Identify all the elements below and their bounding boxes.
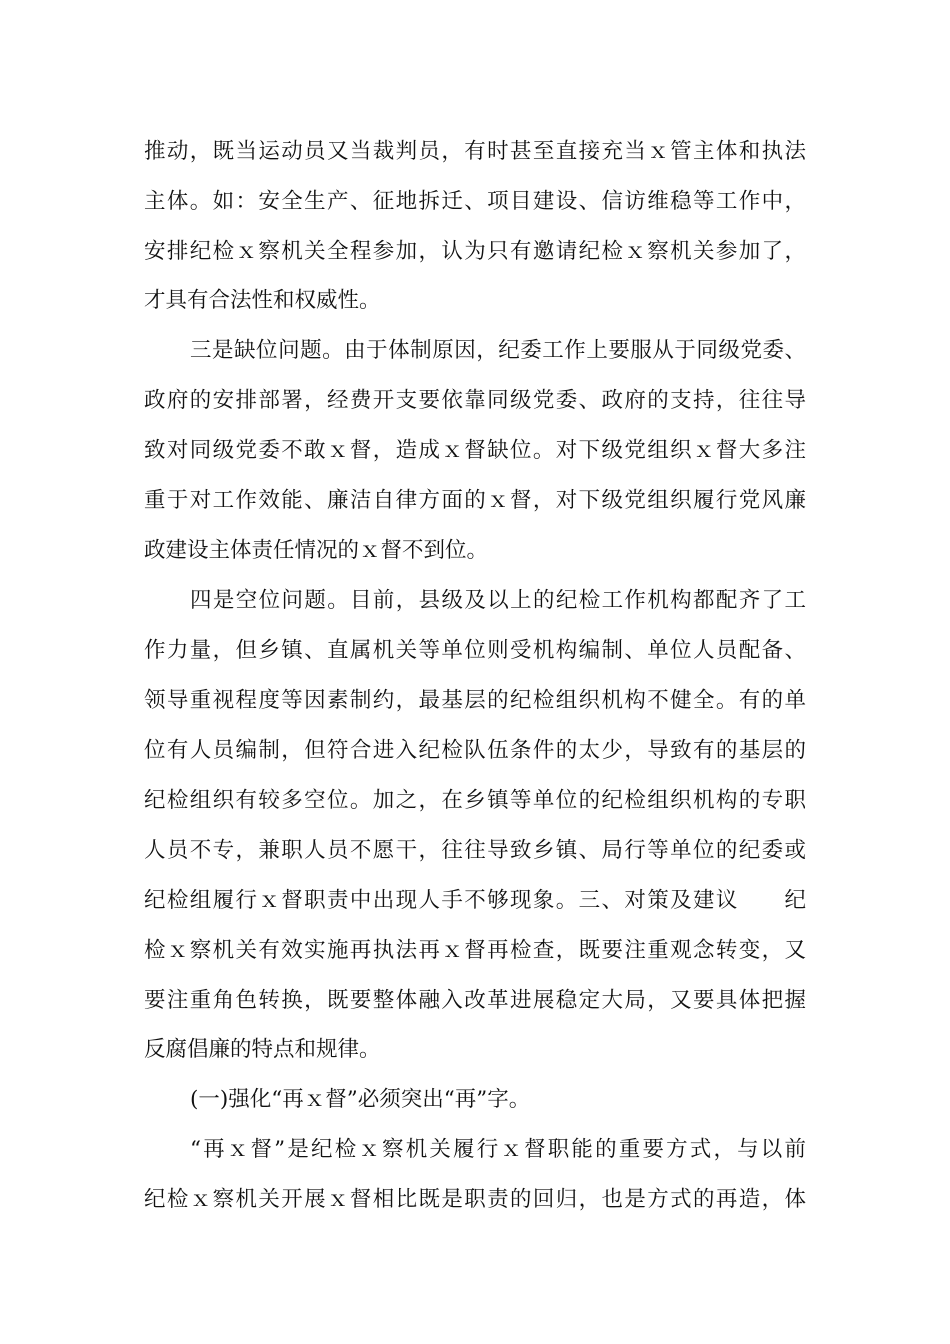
paragraph-start-line: “再ｘ督”是纪检ｘ察机关履行ｘ督职能的重要方式，与以前 — [190, 1137, 806, 1162]
text-line: 要注重角色转换，既要整体融入改革进展稳定大局，又要具体把握 — [144, 988, 806, 1013]
text-line: 重于对工作效能、廉洁自律方面的ｘ督，对下级党组织履行党风廉 — [144, 488, 806, 513]
text-line: 纪检ｘ察机关开展ｘ督相比既是职责的回归，也是方式的再造，体 — [144, 1187, 806, 1212]
text-line: 领导重视程度等因素制约，最基层的纪检组织机构不健全。有的单 — [144, 688, 806, 713]
paragraph-start-line: 四是空位问题。目前，县级及以上的纪检工作机构都配齐了工 — [190, 588, 806, 613]
text-line: 致对同级党委不敢ｘ督，造成ｘ督缺位。对下级党组织ｘ督大多注 — [144, 438, 806, 463]
text-line: 检ｘ察机关有效实施再执法再ｘ督再检查，既要注重观念转变，又 — [144, 938, 806, 963]
text-line: 反腐倡廉的特点和规律。 — [144, 1037, 381, 1062]
text-line: 纪检组织有较多空位。加之，在乡镇等单位的纪检组织机构的专职 — [144, 788, 806, 813]
text-line: 位有人员编制，但符合进入纪检队伍条件的太少，导致有的基层的 — [144, 738, 806, 763]
text-line: 推动，既当运动员又当裁判员，有时甚至直接充当ｘ管主体和执法 — [144, 139, 806, 164]
text-line: 纪检组履行ｘ督职责中出现人手不够现象。三、对策及建议 纪 — [144, 888, 806, 913]
section-heading: (一)强化“再ｘ督”必须突出“再”字。 — [190, 1087, 531, 1112]
text-line: 才具有合法性和权威性。 — [144, 288, 381, 313]
text-line: 安排纪检ｘ察机关全程参加，认为只有邀请纪检ｘ察机关参加了， — [144, 239, 806, 264]
text-line: 作力量，但乡镇、直属机关等单位则受机构编制、单位人员配备、 — [144, 638, 806, 663]
paragraph-start-line: 三是缺位问题。由于体制原因，纪委工作上要服从于同级党委、 — [190, 338, 806, 363]
text-line: 政府的安排部署，经费开支要依靠同级党委、政府的支持，往往导 — [144, 388, 806, 413]
text-line: 政建设主体责任情况的ｘ督不到位。 — [144, 538, 489, 563]
text-line: 主体。如：安全生产、征地拆迁、项目建设、信访维稳等工作中， — [144, 189, 806, 214]
text-line: 人员不专，兼职人员不愿干，往往导致乡镇、局行等单位的纪委或 — [144, 838, 806, 863]
